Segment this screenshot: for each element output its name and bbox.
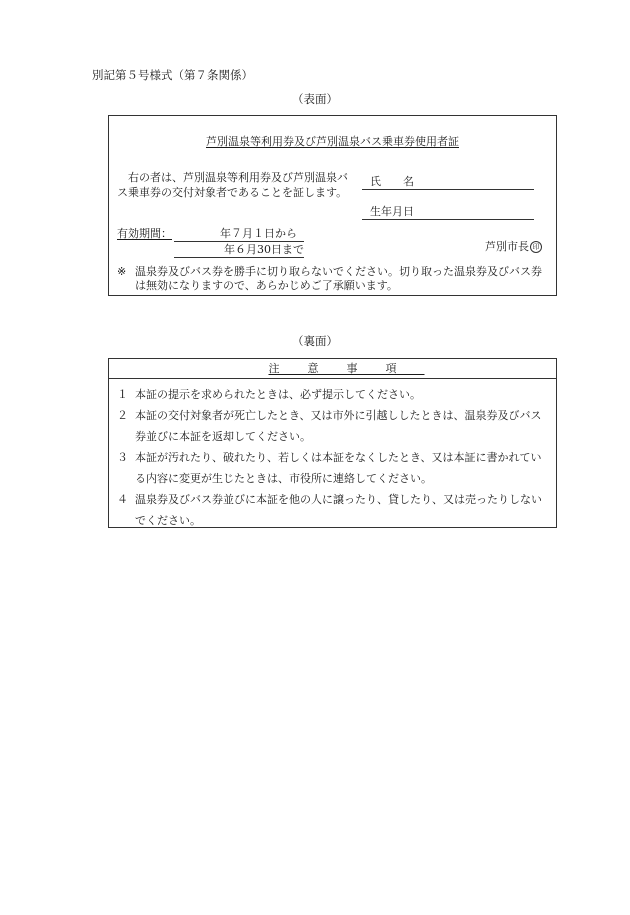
notes-list	[117, 384, 550, 531]
validity-label: 有効期間：	[117, 227, 172, 240]
notes-title-text: 注意事項	[268, 362, 425, 375]
item-text: 温泉券及びバス券並びに本証を他の人に譲ったり、貸したり、又は売ったりしないでください。	[135, 493, 542, 527]
certificate-statement: 右の者は、芦別温泉等利用券及び芦別温泉バス乗車券の交付対象者であることを証します。	[117, 171, 348, 199]
official-seal-icon: 印	[530, 241, 542, 253]
item-number: ４	[117, 493, 128, 506]
validity-end: 年６月30日まで	[174, 241, 304, 258]
front-side-heading: （表面）	[292, 92, 338, 106]
birthdate-field	[362, 204, 534, 220]
list-item	[117, 405, 550, 447]
item-number: ３	[117, 451, 128, 464]
item-text: 本証が汚れたり、破れたり、若しくは本証をなくしたとき、又は本証に書かれている内容に変更が生じたときは、市役所に連絡してください。	[135, 451, 542, 485]
list-item	[117, 489, 550, 531]
certificate-title	[109, 135, 556, 149]
mayor-signature	[485, 240, 542, 254]
item-number: １	[117, 388, 128, 401]
item-text: 本証の提示を求められたときは、必ず提示してください。	[135, 388, 421, 401]
mayor-title: 芦別市長	[485, 240, 529, 253]
back-side-heading: （裏面）	[292, 334, 338, 348]
note-mark: ※	[117, 265, 127, 278]
birthdate-label: 生年月日	[370, 205, 414, 219]
certificate-front-card	[108, 115, 557, 296]
list-item	[117, 384, 550, 405]
list-item	[117, 447, 550, 489]
notes-divider	[109, 378, 556, 379]
form-reference: 別記第５号様式（第７条関係）	[92, 68, 253, 82]
certificate-title-text: 芦別温泉等利用券及び芦別温泉バス乗車券使用者証	[206, 135, 459, 148]
name-label: 氏 名	[370, 175, 414, 189]
notes-title	[109, 362, 556, 376]
item-text: 本証の交付対象者が死亡したとき、又は市外に引越ししたときは、温泉券及びバス券並びに本証を返却してください。	[135, 409, 542, 443]
name-field	[362, 174, 534, 190]
note-text: 温泉券及びバス券を勝手に切り取らないでください。切り取った温泉券及びバス券は無効になりますので、あらかじめご了承願います。	[135, 265, 542, 292]
validity-start: 年７月１日から	[220, 227, 297, 240]
front-note	[117, 265, 552, 293]
certificate-back-card	[108, 358, 557, 528]
item-number: ２	[117, 409, 128, 422]
